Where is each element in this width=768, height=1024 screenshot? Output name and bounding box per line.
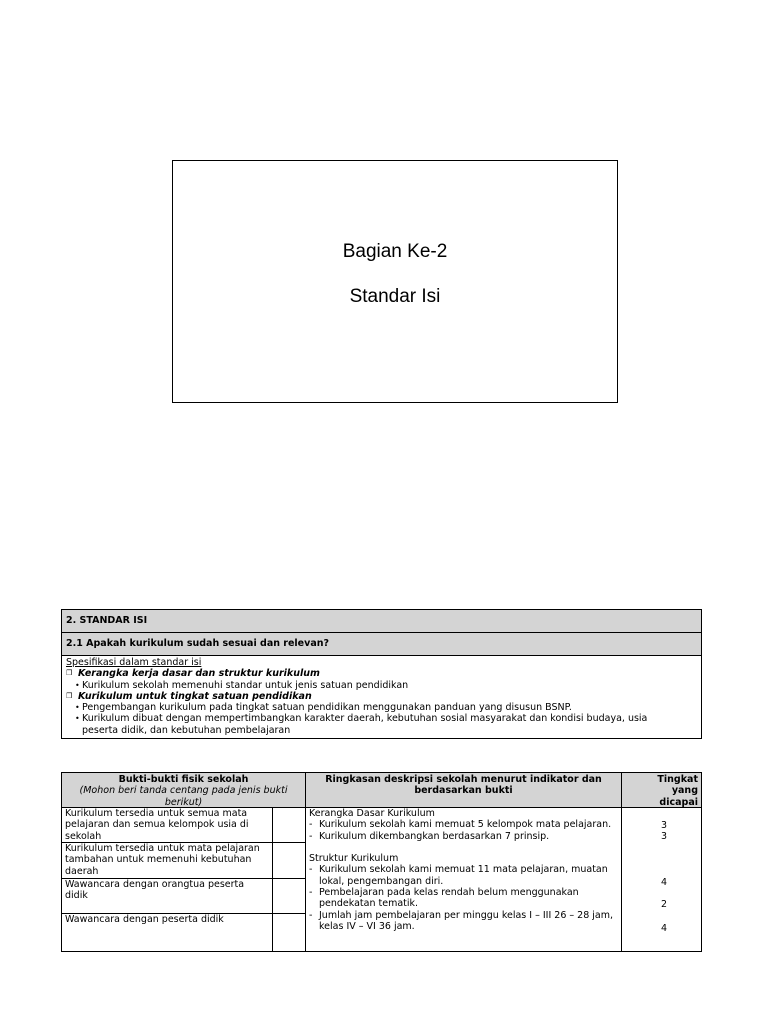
evidence-table-body [62, 808, 701, 951]
summary-item-text: Jumlah jam pembelajaran per minggu kelas I – III 26 – 28 jam, kelas IV – VI 36 jam. [319, 909, 613, 932]
spec-title: Spesifikasi dalam standar isi [66, 657, 202, 668]
dash-icon: - [309, 864, 313, 876]
summary-column-title: Ringkasan deskripsi sekolah menurut indikator dan [325, 774, 602, 785]
spec-group [66, 668, 697, 679]
spec-item [66, 702, 697, 713]
level-value: 4 [660, 877, 668, 888]
section-question: 2.1 Apakah kurikulum sudah sesuai dan relevan? [62, 633, 701, 656]
table-row [62, 843, 305, 879]
proof-checkbox[interactable] [273, 879, 305, 913]
summary-item [309, 819, 618, 830]
proof-column-note: (Mohon beri tanda centang pada jenis bukti [79, 785, 288, 797]
summary-item-text: Pembelajaran pada kelas rendah belum menggunakan pendekatan tematik. [319, 887, 579, 910]
summary-item-text: Kurikulum sekolah kami memuat 5 kelompok mata pelajaran. [319, 819, 612, 831]
summary-heading: Kerangka Dasar Kurikulum [309, 808, 435, 819]
level-column-title: Tingkat [657, 774, 698, 785]
level-column-header [622, 773, 701, 807]
bullet-icon: • [75, 703, 80, 713]
cover-box [172, 160, 618, 403]
summary-item [309, 831, 618, 842]
table-row [62, 914, 305, 951]
spec-item-continuation: peserta didik, dan kebutuhan pembelajaran [82, 724, 291, 736]
proof-text: Wawancara dengan peserta didik [62, 914, 273, 951]
dash-icon: - [309, 819, 313, 831]
proof-checkbox[interactable] [273, 808, 305, 842]
proof-column-header [62, 773, 306, 807]
spec-item-text: Kurikulum dibuat dengan mempertimbangkan karakter daerah, kebutuhan sosial masyarakat dan kondisi budaya, usia [82, 713, 648, 725]
proof-list [62, 808, 306, 951]
proof-checkbox[interactable] [273, 843, 305, 878]
summary-item [309, 864, 618, 887]
cover-standard-title: Standar Isi [349, 286, 441, 307]
proof-text: Wawancara dengan orangtua peserta didik [62, 879, 273, 913]
summary-cell [306, 808, 622, 951]
summary-column-header [306, 773, 622, 807]
spec-item-text: Pengembangan kurikulum pada tingkat satuan pendidikan menggunakan panduan yang disusun BSNP. [82, 702, 572, 714]
summary-heading: Struktur Kurikulum [309, 853, 399, 865]
checkbox-square-icon: ❒ [66, 691, 73, 700]
dash-icon: - [309, 887, 313, 899]
table-row [62, 808, 305, 843]
checkbox-square-icon: ❒ [66, 669, 73, 678]
dash-icon: - [309, 830, 313, 842]
summary-item [309, 910, 618, 933]
section-header: 2. STANDAR ISI [62, 610, 701, 633]
table-row [62, 879, 305, 914]
proof-text: Kurikulum tersedia untuk mata pelajaran tambahan untuk memenuhi kebutuhan daerah [62, 843, 273, 878]
level-column-title: yang [671, 785, 698, 797]
proof-column-note: berikut) [164, 796, 203, 808]
level-value: 2 [660, 899, 668, 910]
level-cell [622, 808, 701, 951]
bullet-icon: • [75, 680, 80, 690]
evidence-table [61, 772, 702, 952]
dash-icon: - [309, 909, 313, 921]
spec-item [66, 680, 697, 691]
spec-item-text: Kurikulum sekolah memenuhi standar untuk jenis satuan pendidikan [82, 679, 409, 691]
summary-item-text: Kurikulum sekolah kami memuat 11 mata pelajaran, muatan lokal, pengembangan diri. [319, 864, 608, 887]
proof-text: Kurikulum tersedia untuk semua mata pelajaran dan semua kelompok usia di sekolah [62, 808, 273, 842]
evidence-table-header [62, 773, 701, 808]
level-column-title: dicapai [659, 796, 698, 808]
summary-item-text: Kurikulum dikembangkan berdasarkan 7 prinsip. [319, 830, 550, 842]
spec-group-title: Kerangka kerja dasar dan struktur kurikulum [78, 668, 320, 680]
cover-part-title: Bagian Ke-2 [342, 241, 448, 262]
proof-column-title: Bukti-bukti fisik sekolah [118, 774, 249, 785]
level-value: 3 [660, 820, 668, 831]
spec-body [62, 656, 701, 738]
spec-item [66, 713, 697, 724]
standard-table [61, 609, 702, 739]
summary-column-title: berdasarkan bukti [414, 785, 513, 797]
bullet-icon: • [75, 714, 80, 724]
level-value: 3 [660, 831, 668, 842]
spec-group [66, 691, 697, 702]
summary-item [309, 887, 618, 910]
level-value: 4 [660, 923, 668, 934]
spec-group-title: Kurikulum untuk tingkat satuan pendidikan [78, 690, 312, 702]
proof-checkbox[interactable] [273, 914, 305, 951]
